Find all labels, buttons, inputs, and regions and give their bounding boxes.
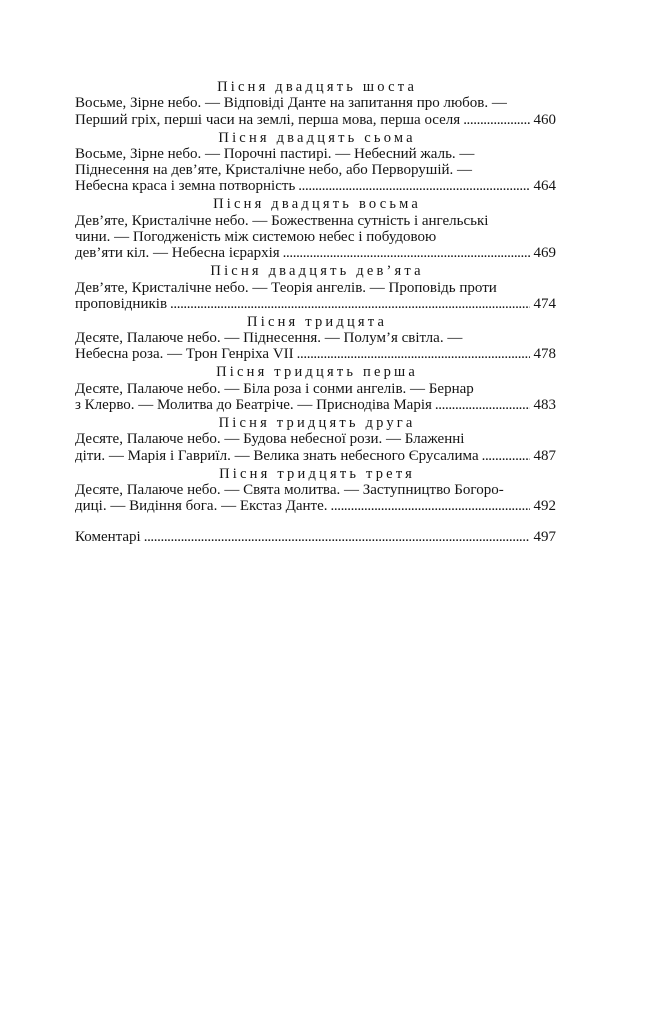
page-number: 460 xyxy=(533,111,556,128)
entry-line: Десяте, Палаюче небо. — Біла роза і сонми ангелів. — Бернар xyxy=(75,380,474,397)
entry-text: диці. — Видіння бога. — Екстаз Данте. xyxy=(75,498,328,515)
entry-line: чини. — Погодженість між системою небес і побудовою xyxy=(75,229,437,246)
entry-text: Перший гріх, перші часи на землі, перша мова, перша оселя xyxy=(75,111,461,128)
toc-section-canto-27 xyxy=(75,130,556,195)
entry-line: Восьме, Зірне небо. — Порочні пастирі. — Небесний жаль. — xyxy=(75,145,475,162)
entry-last-line xyxy=(75,245,556,261)
table-of-contents xyxy=(75,77,556,545)
entry-text: Небесна краса і земна потворність xyxy=(75,178,296,195)
toc-section-canto-28 xyxy=(75,196,556,261)
entry-last-line xyxy=(75,346,556,362)
section-heading: Пісня двадцять восьма xyxy=(213,196,422,213)
entry-text: з Клерво. — Молитва до Беатріче. — Приснодіва Марія xyxy=(75,397,432,414)
leader-dots xyxy=(331,498,530,514)
section-heading: Пісня двадцять дев’ята xyxy=(210,263,424,280)
entry-line: Десяте, Палаюче небо. — Будова небесної рози. — Блаженні xyxy=(75,431,465,448)
section-heading: Пісня тридцять перша xyxy=(216,364,419,381)
entry-last-line xyxy=(75,112,556,128)
entry-text: Небесна роза. — Трон Генріха VII xyxy=(75,346,294,363)
toc-section-canto-31 xyxy=(75,364,556,413)
toc-section-canto-33 xyxy=(75,466,556,515)
toc-section-canto-30 xyxy=(75,314,556,363)
leader-dots xyxy=(283,245,530,261)
leader-dots xyxy=(482,448,530,464)
leader-dots xyxy=(298,178,529,194)
entry-last-line xyxy=(75,178,556,194)
entry-last-line xyxy=(75,397,556,413)
entry-text: дев’яти кіл. — Небесна ієрархія xyxy=(75,245,280,262)
leader-dots xyxy=(170,296,529,312)
page-number: 478 xyxy=(533,346,556,363)
page-number: 487 xyxy=(533,447,556,464)
toc-section-canto-32 xyxy=(75,415,556,464)
entry-text: діти. — Марія і Гавриїл. — Велика знать небесного Єрусалима xyxy=(75,447,479,464)
section-heading: Пісня тридцять третя xyxy=(219,465,416,482)
page-number: 469 xyxy=(533,245,556,262)
page-number: 483 xyxy=(533,397,556,414)
leader-dots xyxy=(144,529,530,545)
leader-dots xyxy=(297,346,530,362)
entry-line: Піднесення на дев’яте, Кристалічне небо, або Перворушій. — xyxy=(75,162,473,179)
entry-last-line xyxy=(75,498,556,514)
entry-line: Десяте, Палаюче небо. — Піднесення. — Полум’я світла. — xyxy=(75,330,463,347)
page-number: 497 xyxy=(533,529,556,546)
leader-dots xyxy=(463,112,529,128)
toc-section-canto-29 xyxy=(75,263,556,312)
page-number: 492 xyxy=(533,498,556,515)
section-heading: Пісня двадцять сьома xyxy=(218,129,416,146)
section-heading: Пісня тридцята xyxy=(247,313,388,330)
comments-entry xyxy=(75,529,556,545)
entry-last-line xyxy=(75,296,556,312)
entry-last-line xyxy=(75,448,556,464)
page-number: 464 xyxy=(533,178,556,195)
section-heading: Пісня двадцять шоста xyxy=(217,78,418,95)
entry-line: Восьме, Зірне небо. — Відповіді Данте на запитання про любов. — xyxy=(75,95,507,112)
leader-dots xyxy=(435,397,530,413)
entry-text: проповідників xyxy=(75,295,168,312)
entry-line: Дев’яте, Кристалічне небо. — Теорія ангелів. — Проповідь проти xyxy=(75,279,497,296)
toc-section-canto-26 xyxy=(75,79,556,128)
page-number: 474 xyxy=(533,295,556,312)
comments-label: Коментарі xyxy=(75,529,141,546)
entry-line: Десяте, Палаюче небо. — Свята молитва. — Заступництво Богоро- xyxy=(75,481,504,498)
entry-line: Дев’яте, Кристалічне небо. — Божественна сутність і ангельські xyxy=(75,212,489,229)
section-heading: Пісня тридцять друга xyxy=(218,415,416,432)
